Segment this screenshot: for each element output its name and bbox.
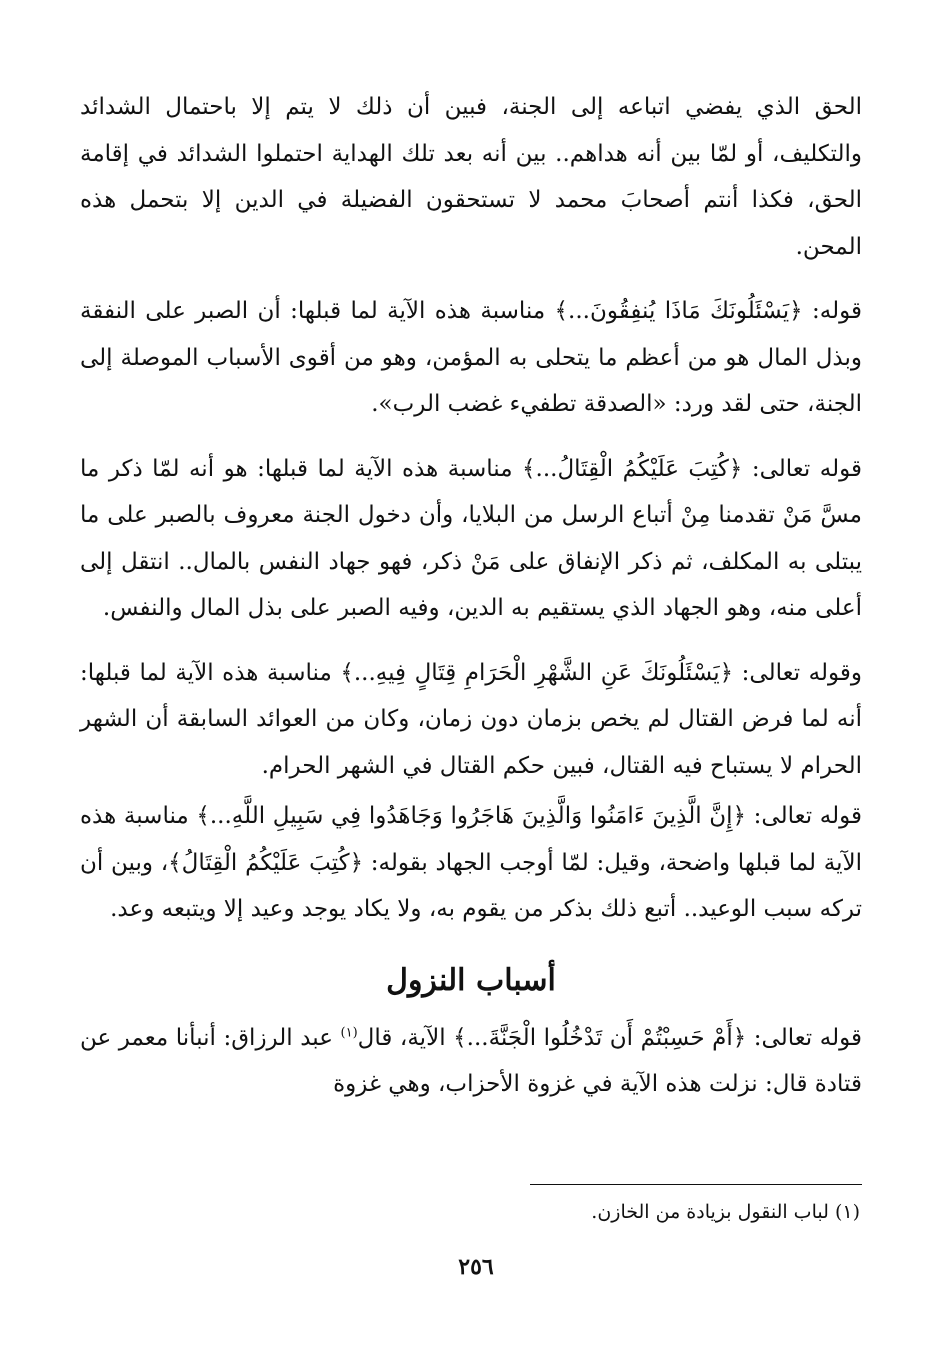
section-heading: أسباب النزول [386,962,556,998]
quran-verse: ﴿إِنَّ الَّذِينَ ءَامَنُوا وَالَّذِينَ هَاجَرُوا وَجَاهَدُوا فِي سَبِيلِ اللَّهِ...﴾ [196,803,747,829]
paragraph-5-text: مناسبة هذه الآية لما قبلها واضحة، وقيل: لمّا أوجب الجهاد بقوله: [80,803,863,876]
paragraph-6-lead: قوله تعالى: [746,1024,862,1051]
paragraph-6-text-end: عبد الرزاق: أنبأنا معمر عن قتادة قال: نزلت هذه الآية في غزوة الأحزاب، وهي غزوة [80,1024,862,1097]
page-body [80,84,862,1108]
paragraph-2 [80,288,862,428]
footnote-divider [530,1184,862,1185]
paragraph-1 [80,84,862,270]
page-number: ٢٥٦ [458,1254,494,1280]
paragraph-3 [80,446,862,632]
paragraph-5-text-end: ، وبين أن تركه سبب الوعيد.. أتبع ذلك بذكر من يقوم به، ولا يكاد يوجد وعيد إلا ويتبعه وعد. [80,849,862,922]
paragraph-1-text: الحق الذي يفضي اتباعه إلى الجنة، فبين أن ذلك لا يتم إلا باحتمال الشدائد والتكليف، أو لمّا بين أنه هداهم.. بين أنه بعد تلك الهداية احتملوا الشدائد في إقامة الحق، فكذا أنتم أصحابَ محمد لا تستحقون الفضيلة في الدين إلا بتحمل هذه المحن. [80,94,862,260]
quran-verse: ﴿يَسْئَلُونَكَ مَاذَا يُنفِقُونَ...﴾ [554,298,803,324]
footnote-mark: (١) [834,1201,860,1223]
paragraph-4 [80,650,862,790]
quran-verse: ﴿أَمْ حَسِبْتُمْ أَن تَدْخُلُوا الْجَنَّةَ...﴾ [453,1024,747,1051]
paragraph-4-text: مناسبة هذه الآية لما قبلها: أنه لما فرض القتال لم يخص بزمان دون زمان، وكان من العوائد السابقة أن الشهر الحرام لا يستباح فيه القتال، فبين حكم القتال في الشهر الحرام. [80,659,862,779]
paragraph-5-lead: قوله تعالى: [746,803,862,829]
paragraph-2-lead: قوله: [802,298,862,324]
paragraph-5 [80,793,862,933]
paragraph-6 [80,1015,862,1108]
paragraph-3-lead: قوله تعالى: [742,455,862,482]
paragraph-6-text: الآية، قال [357,1024,454,1051]
paragraph-2-text: مناسبة هذه الآية لما قبلها: أن الصبر على النفقة وبذل المال هو من أعظم ما يتحلى به المؤمن، وهو من أقوى الأسباب الموصلة إلى الجنة، حتى لقد ورد: «الصدقة تطفيء غضب الرب». [80,298,862,417]
quran-verse: ﴿يَسْئَلُونَكَ عَنِ الشَّهْرِ الْحَرَامِ قِتَالٍ فِيهِ...﴾ [340,659,734,686]
quran-verse: ﴿كُتِبَ عَلَيْكُمُ الْقِتَالُ...﴾ [522,455,743,482]
footnote-text: لباب النقول بزيادة من الخازن. [591,1201,829,1223]
footnote [160,1196,860,1228]
paragraph-3-text: مناسبة هذه الآية لما قبلها: هو أنه لمّا ذكر ما مسَّ مَنْ تقدمنا مِنْ أتباع الرسل من البلايا، وأن دخول الجنة معروف بالصبر على ما يبتلى به المكلف، ثم ذكر الإنفاق على مَنْ ذكر، فهو جهاد النفس بالمال.. انتقل إلى أعلى منه، وهو الجهاد الذي يستقيم به الدين، وفيه الصبر على بذل المال والنفس. [80,455,862,621]
quran-verse-inline: ﴿كُتِبَ عَلَيْكُمُ الْقِتَالُ﴾ [168,849,364,876]
footnote-reference[interactable]: (١) [340,1024,358,1040]
paragraph-4-lead: وقوله تعالى: [733,659,862,686]
